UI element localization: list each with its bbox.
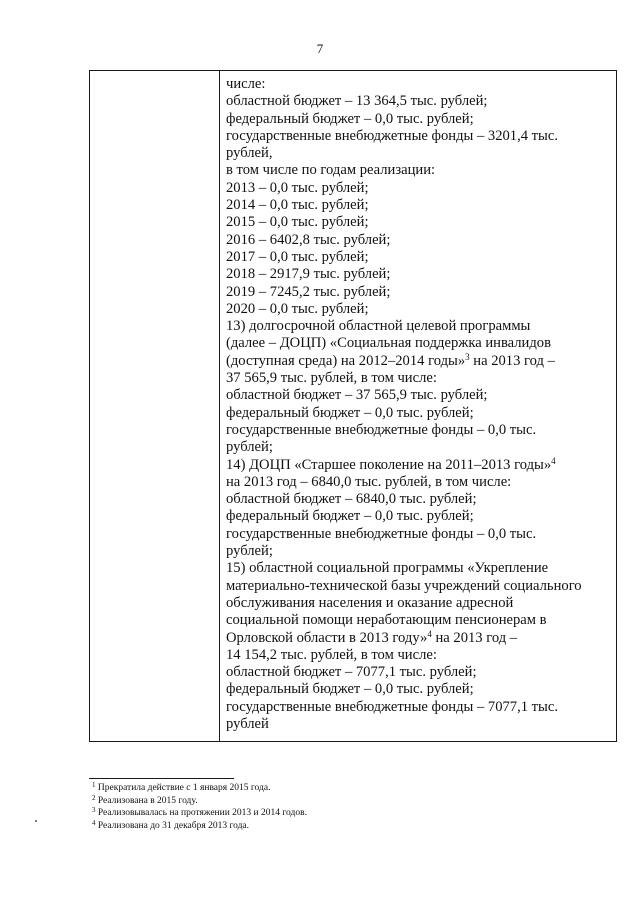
table-line: 2018 – 2917,9 тыс. рублей; xyxy=(226,266,391,283)
table-line: на 2013 год – 6840,0 тыс. рублей, в том числе: xyxy=(226,473,512,490)
table-line xyxy=(226,353,614,370)
table-line: 15) областной социальной программы «Укрепление xyxy=(226,560,549,577)
footnote-number: 1 xyxy=(92,781,96,789)
footnote-text: Реализовывалась на протяжении 2013 и 2014 годов. xyxy=(97,808,307,819)
table-line: государственные внебюджетные фонды – 3201,4 тыс. xyxy=(226,127,558,144)
footnotes xyxy=(92,782,307,832)
table-line: рублей, xyxy=(226,145,273,162)
table-line: федеральный бюджет – 0,0 тыс. рублей; xyxy=(226,508,474,525)
table-right-column xyxy=(226,76,614,733)
table-line: 2013 – 0,0 тыс. рублей; xyxy=(226,179,369,196)
table-line-tail: на 2013 год – xyxy=(469,352,555,369)
table-line: 2016 – 6402,8 тыс. рублей; xyxy=(226,231,391,248)
table-line: областной бюджет – 37 565,9 тыс. рублей; xyxy=(226,387,488,404)
footnote xyxy=(92,807,307,820)
table-line: обслуживания населения и оказание адресной xyxy=(226,594,514,611)
footnote-separator xyxy=(89,778,234,779)
footnote-number: 4 xyxy=(92,818,96,827)
table-line: в том числе по годам реализации: xyxy=(226,162,436,179)
table-line: областной бюджет – 6840,0 тыс. рублей; xyxy=(226,491,477,508)
table-line: 13) долгосрочной областной целевой программы xyxy=(226,318,531,335)
footnote-text: Реализована до 31 декабря 2013 года. xyxy=(97,820,250,831)
table-line: (далее – ДОЦП) «Социальная поддержка инвалидов xyxy=(226,335,551,352)
table-line: социальной помощи неработающим пенсионерам в xyxy=(226,612,547,629)
table-line: государственные внебюджетные фонды – 0,0 тыс. xyxy=(226,421,537,438)
table-line: рублей; xyxy=(226,543,273,560)
footnote-number: 3 xyxy=(92,806,96,815)
table-line: 2020 – 0,0 тыс. рублей; xyxy=(226,300,369,317)
table-line-text: 14) ДОЦП «Старшее поколение на 2011–2013 годы» xyxy=(226,456,552,473)
table-line: областной бюджет – 7077,1 тыс. рублей; xyxy=(226,664,477,681)
table-line: государственные внебюджетные фонды – 7077,1 тыс. xyxy=(226,698,558,715)
table-line: рублей xyxy=(226,715,269,732)
footnote xyxy=(92,782,307,795)
footnote xyxy=(92,795,307,808)
table-line: федеральный бюджет – 0,0 тыс. рублей; xyxy=(226,404,474,421)
table-line: государственные внебюджетные фонды – 0,0 тыс. xyxy=(226,525,537,542)
table-line: материально-технической базы учреждений социального xyxy=(226,577,582,594)
footnote-marker: 3 xyxy=(465,351,470,362)
footnote-text: Прекратила действие с 1 января 2015 года. xyxy=(97,783,271,793)
table-line-text: Орловской области в 2013 году» xyxy=(226,629,428,646)
table-line: рублей; xyxy=(226,439,273,456)
table-line xyxy=(226,457,614,474)
table-line: 2017 – 0,0 тыс. рублей; xyxy=(226,248,369,265)
table-line: 2015 – 0,0 тыс. рублей; xyxy=(226,214,369,231)
footnote-marker: 4 xyxy=(551,455,556,466)
table-line: 14 154,2 тыс. рублей, в том числе: xyxy=(226,646,437,663)
table-line: 37 565,9 тыс. рублей, в том числе: xyxy=(226,370,437,387)
funding-table xyxy=(89,70,617,742)
footnote-text: Реализована в 2015 году. xyxy=(97,795,198,806)
footnote-number: 2 xyxy=(92,793,96,802)
table-line: федеральный бюджет – 0,0 тыс. рублей; xyxy=(226,681,474,698)
footnote xyxy=(92,820,307,833)
page-number: 7 xyxy=(316,41,324,56)
table-line-tail: на 2013 год – xyxy=(431,629,518,646)
footnote-marker: 4 xyxy=(427,628,432,639)
table-line: областной бюджет – 13 364,5 тыс. рублей; xyxy=(226,93,488,110)
table-line: числе: xyxy=(226,76,266,92)
table-line: 2019 – 7245,2 тыс. рублей; xyxy=(226,283,391,300)
table-left-column xyxy=(90,71,220,741)
table-line-text: (доступная среда) на 2012–2014 годы» xyxy=(226,352,466,369)
table-line: федеральный бюджет – 0,0 тыс. рублей; xyxy=(226,110,474,127)
margin-dot xyxy=(35,820,37,822)
table-line: 2014 – 0,0 тыс. рублей; xyxy=(226,197,369,214)
table-line xyxy=(226,630,614,647)
